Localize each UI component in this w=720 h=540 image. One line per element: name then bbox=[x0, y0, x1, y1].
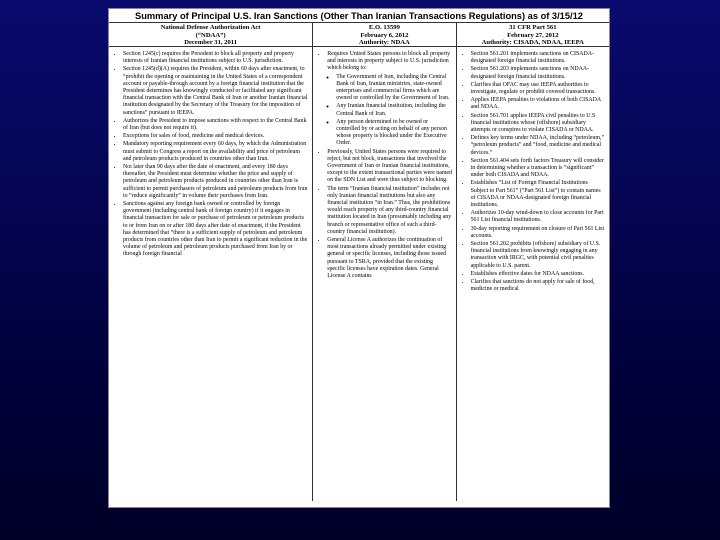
column-header-line: E.O. 13599 bbox=[368, 24, 400, 31]
document-title: Summary of Principal U.S. Iran Sanctions (Other Than Iranian Transactions Regulations) as of 3/15/12 bbox=[109, 9, 609, 23]
provision-item: • Authorizes the President to impose sanctions with respect to the Central Bank of Iran (but does not require it). bbox=[123, 118, 309, 132]
sanctions-table bbox=[109, 23, 609, 501]
provision-item: • Establishes effective dates for NDAA sanctions. bbox=[471, 271, 606, 278]
provision-list bbox=[109, 51, 312, 259]
provision-item bbox=[327, 51, 452, 148]
column-header-line: December 31, 2011 bbox=[184, 39, 237, 46]
provision-item: • Establishes “List of Foreign Financial Institutions Subject to Part 561” (“Part 561 List”) to contain names of CISADA or NDAA-designated foreign financial institutions. bbox=[471, 180, 606, 209]
provision-list bbox=[313, 51, 455, 280]
provision-text: Requires United States persons to block all property and interests in property subject to U.S. jurisdiction which belong to: bbox=[327, 51, 451, 72]
provision-item: • The term “Iranian financial institution” includes not only Iranian financial institutions but also any financial institution “in Iran.” Thus, the prohibitions would reach property of any third-country financial institution located in Iran (presumably including any branch or representative office of such a third-country financial institution). bbox=[327, 186, 452, 236]
sub-provision-item: ◦ The Government of Iran, including the Central Bank of Iran, Iranian ministries, state-owned enterprises and commercial firms which are owned or controlled by the Government of Iran. bbox=[336, 74, 449, 103]
provision-item: • General License A authorizes the continuation of most transactions already permitted under existing general or specific licenses, including those issued pursuant to TSRA, provided that the existing specific licenses have expiration dates. General License A contains bbox=[327, 237, 452, 280]
provision-item: • Exceptions for sales of food, medicine and medical devices. bbox=[123, 133, 309, 140]
provision-item: • Section 1245(c) requires the President to block all property and property interests of Iranian financial institutions subject to U.S. jurisdiction. bbox=[123, 51, 309, 65]
provision-item: • Authorizes 10-day wind-down to close accounts for Part 561 List financial institutions. bbox=[471, 210, 606, 224]
provision-item: • Section 561.404 sets forth factors Treasury will consider in determining whether a transaction is “significant” under both CISADA and NDAA. bbox=[471, 158, 606, 180]
column-header-line: February 6, 2012 bbox=[360, 31, 409, 39]
document-page bbox=[108, 8, 610, 508]
column-header-line: 31 CFR Part 561 bbox=[509, 24, 557, 31]
provision-item: • Clarifies that sanctions do not apply for sale of food, medicine or medical bbox=[471, 279, 606, 293]
provision-item: • Mandatory reporting requirement every 60 days, by which the Administration must submit to Congress a report on the availability and price of petroleum and petroleum products produced in countries other than Iran. bbox=[123, 141, 309, 163]
provision-item: • Section 561.203 implements sanctions on NDAA-designated foreign financial institutions. bbox=[471, 66, 606, 80]
column-eo-13599 bbox=[313, 23, 456, 501]
provision-list bbox=[457, 51, 609, 294]
provision-item: • Clarifies that OFAC may use IEEPA authorities to investigate, regulate or prohibit covered transactions. bbox=[471, 82, 606, 96]
provision-item: • Previously, United States persons were required to reject, but not block, transactions that involved the Government of Iran or Iranian financial institutions, except to the extent transactional parties were named on the SDN List and were thus subject to blocking. bbox=[327, 149, 452, 185]
provision-item: • Sanctions against any foreign bank owned or controlled by foreign government (including central bank of foreign country) if it engages in financial transaction for sale or purchase of petroleum or petroleum products to or from Iran on or after 180 days after date of enactment, if the President has determined that “there is a sufficient supply of petroleum and petroleum products from countries other than Iran to permit a significant reduction in the volume of petroleum and petroleum products purchased from Iran by or through foreign financial bbox=[123, 201, 309, 259]
column-31-cfr-561 bbox=[457, 23, 609, 501]
provision-item: • Not later than 90 days after the date of enactment, and every 180 days thereafter, the President must determine whether the price and supply of petroleum and petroleum products produced in countries other than Iran is sufficient to permit purchasers of petroleum and petroleum products from Iran to “reduce significantly” in volume their purchases from Iran. bbox=[123, 164, 309, 200]
provision-item: • Section 561.201 implements sanctions on CISADA-designated foreign financial institutions. bbox=[471, 51, 606, 65]
provision-item: • 30-day reporting requirement on closure of Part 561 List accounts. bbox=[471, 226, 606, 240]
column-header-line: Authority: CISADA, NDAA, IEEPA bbox=[481, 39, 584, 46]
column-ndaa bbox=[109, 23, 313, 501]
column-header bbox=[313, 23, 455, 47]
column-header-line: Authority: NDAA bbox=[359, 39, 410, 46]
sub-provision-item: ◦ Any person determined to be owned or controlled by or acting on behalf of any person whose property is blocked under the Executive Order. bbox=[336, 119, 449, 148]
provision-item: • Section 561.202 prohibits (offshore) subsidiary of U.S. financial institutions from knowingly engaging in any transaction with IRGC, with potential civil penalties applicable to U.S. parent. bbox=[471, 241, 606, 270]
provision-item: • Applies IEEPA penalties to violations of both CISADA and NDAA. bbox=[471, 97, 606, 111]
sub-provision-item: ◦ Any Iranian financial institution, including the Central Bank of Iran. bbox=[336, 103, 449, 117]
provision-item: • Defines key terms under NDAA, including “petroleum,” “petroleum products” and “food, medicine and medical devices.” bbox=[471, 135, 606, 157]
column-header-line: (“NDAA”) bbox=[195, 31, 226, 39]
column-header-line: February 27, 2012 bbox=[507, 31, 559, 39]
column-header bbox=[109, 23, 312, 47]
column-header-line: National Defense Authorization Act bbox=[160, 24, 261, 31]
column-header bbox=[457, 23, 609, 47]
provision-item: • Section 1245(d)(A) requires the President, within 60 days after enactment, to “prohibit the opening or maintaining in the United States of a correspondent account or payable-through account by a foreign financial institution that the President determines has knowingly conducted or facilitated any significant financial transaction with the Central Bank of Iran or another Iranian financial institution designated by the Secretary of the Treasury for the imposition of sanctions” pursuant to IEEPA. bbox=[123, 66, 309, 116]
provision-item: • Section 561.701 applies IEEPA civil penalties to U.S financial institutions whose (offshore) subsidiary attempts or conspires to violate CISADA or NDAA. bbox=[471, 113, 606, 135]
sub-provision-list bbox=[327, 74, 452, 148]
